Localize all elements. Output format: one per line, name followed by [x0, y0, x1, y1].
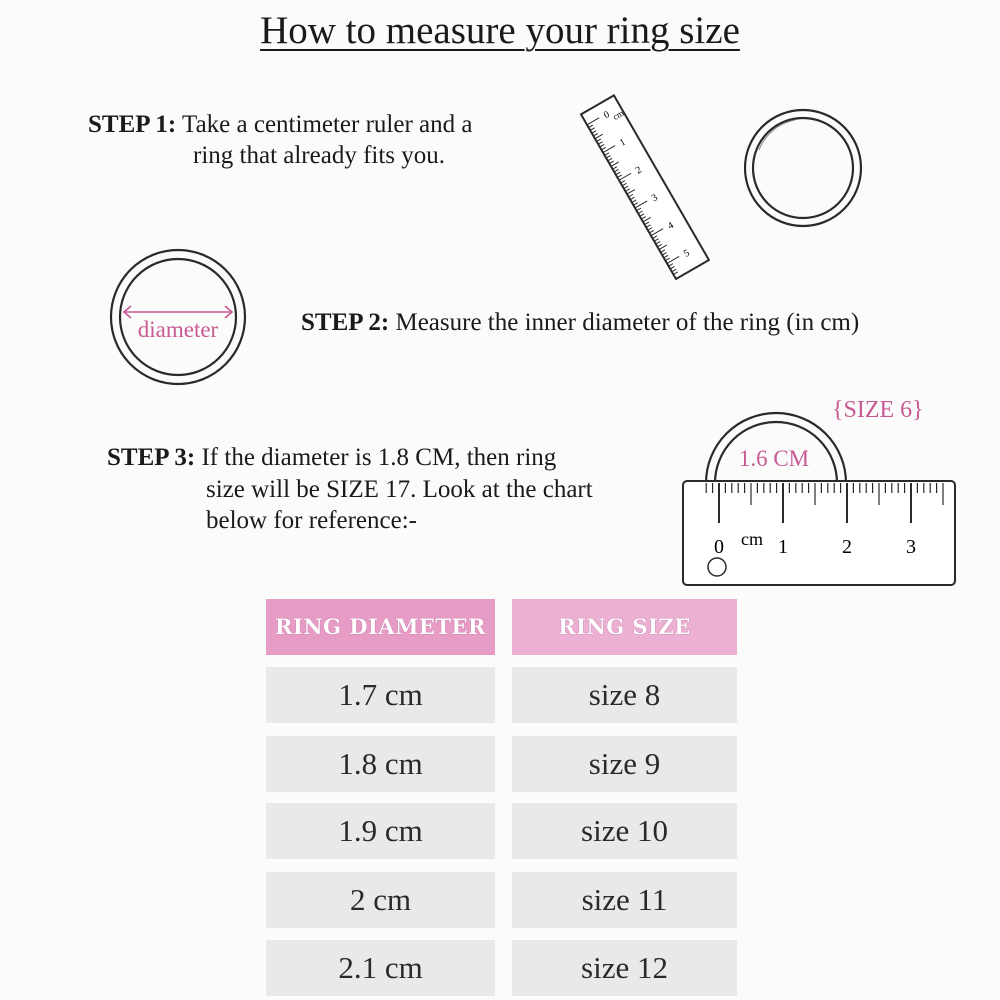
table-header-size: RING SIZE	[512, 599, 737, 655]
step-3-text	[107, 442, 556, 473]
ruler-illustration	[570, 80, 720, 280]
ruler-hole	[708, 558, 726, 576]
step-1-line-1: Take a centimeter ruler and a	[182, 111, 473, 138]
ruler-tick-label: 3	[649, 192, 660, 205]
ring-illustration	[735, 100, 875, 240]
ruler-body	[581, 95, 709, 279]
ruler-zero-label: 0	[714, 536, 724, 558]
diameter-ring-illustration	[100, 245, 260, 390]
ruler-tick-label: 2	[633, 164, 644, 177]
table-cell-size: size 8	[512, 667, 737, 723]
step-3-label: STEP 3:	[107, 444, 196, 471]
ruler-tick-label: 0	[601, 109, 612, 122]
page-title: How to measure your ring size	[260, 9, 740, 52]
size-example-label: {SIZE 6}	[832, 397, 924, 423]
ruler-unit-label: cm	[610, 107, 626, 122]
ruler-tick-label: 1	[778, 536, 788, 558]
table-cell-size: size 10	[512, 803, 737, 859]
measuring-ruler-illustration	[675, 405, 965, 595]
step-1-text	[88, 109, 473, 140]
step-2-instruction: Measure the inner diameter of the ring (in cm)	[395, 309, 860, 336]
step-3-line-1: If the diameter is 1.8 CM, then ring	[201, 444, 557, 471]
ruler-tick-label: 4	[665, 219, 676, 232]
table-cell-size: size 9	[512, 736, 737, 792]
table-cell-diameter: 1.9 cm	[266, 803, 495, 859]
table-cell-size: size 12	[512, 940, 737, 996]
table-cell-diameter: 1.8 cm	[266, 736, 495, 792]
table-cell-diameter: 2 cm	[266, 872, 495, 928]
step-3-line-3: below for reference:-	[206, 507, 417, 534]
diameter-label: diameter	[137, 317, 219, 342]
table-cell-size: size 11	[512, 872, 737, 928]
ruler-unit-label: cm	[741, 529, 763, 549]
ruler-tick-label: 1	[617, 136, 628, 149]
step-3-line-2: size will be SIZE 17. Look at the chart	[206, 476, 593, 503]
ruler-tick-label: 2	[842, 536, 852, 558]
table-header-diameter: RING DIAMETER	[266, 599, 495, 655]
step-2-label: STEP 2:	[301, 309, 390, 336]
step-1-label: STEP 1:	[88, 111, 177, 138]
ruler-tick-label: 3	[906, 536, 916, 558]
step-1-line-2: ring that already fits you.	[193, 142, 446, 169]
diameter-example-label: 1.6 CM	[738, 446, 810, 471]
ruler-tick-label: 5	[681, 247, 692, 260]
step-2-text	[301, 307, 859, 338]
table-cell-diameter: 2.1 cm	[266, 940, 495, 996]
table-cell-diameter: 1.7 cm	[266, 667, 495, 723]
